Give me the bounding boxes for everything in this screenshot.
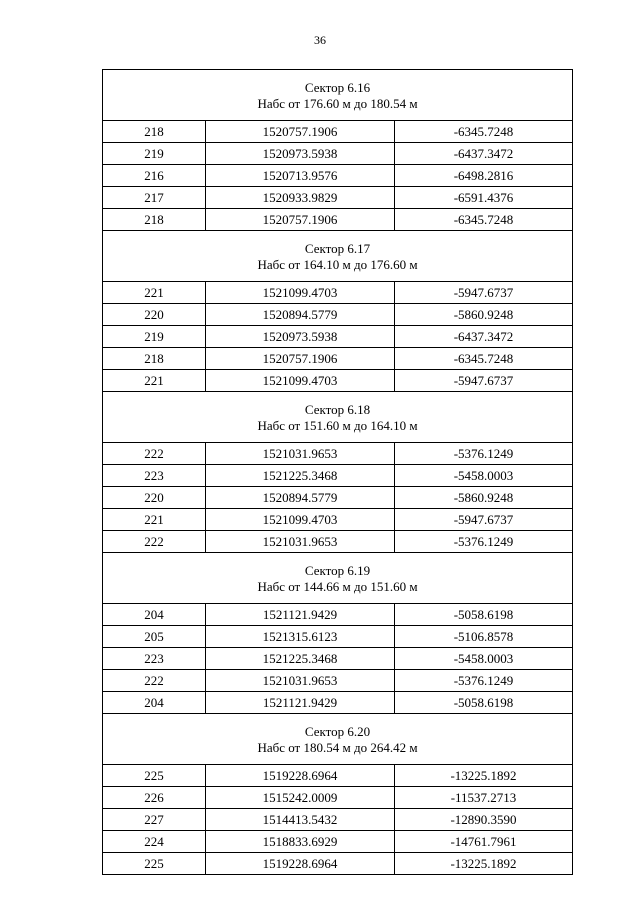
x-coordinate-cell: 1519228.6964 [206, 765, 395, 787]
y-coordinate-cell: -11537.2713 [395, 787, 573, 809]
point-number-cell: 222 [103, 531, 206, 553]
sector-height-range: Набс от 180.54 м до 264.42 м [257, 740, 418, 755]
table-row [103, 282, 573, 304]
point-number-cell: 219 [103, 326, 206, 348]
table-row [103, 465, 573, 487]
x-coordinate-cell: 1521031.9653 [206, 443, 395, 465]
point-number-cell: 204 [103, 604, 206, 626]
table-row [103, 853, 573, 875]
table-row [103, 670, 573, 692]
x-coordinate-cell: 1515242.0009 [206, 787, 395, 809]
y-coordinate-cell: -13225.1892 [395, 853, 573, 875]
point-number-cell: 225 [103, 853, 206, 875]
x-coordinate-cell: 1521121.9429 [206, 692, 395, 714]
x-coordinate-cell: 1520757.1906 [206, 209, 395, 231]
sector-header [103, 231, 573, 282]
y-coordinate-cell: -5947.6737 [395, 370, 573, 392]
point-number-cell: 222 [103, 670, 206, 692]
table-row [103, 443, 573, 465]
page-number: 36 [314, 33, 326, 47]
table-row [103, 348, 573, 370]
point-number-cell: 225 [103, 765, 206, 787]
point-number-cell: 218 [103, 209, 206, 231]
y-coordinate-cell: -5458.0003 [395, 648, 573, 670]
y-coordinate-cell: -13225.1892 [395, 765, 573, 787]
point-number-cell: 220 [103, 487, 206, 509]
x-coordinate-cell: 1521225.3468 [206, 465, 395, 487]
point-number-cell: 204 [103, 692, 206, 714]
sector-header [103, 553, 573, 604]
x-coordinate-cell: 1520973.5938 [206, 326, 395, 348]
x-coordinate-cell: 1521315.6123 [206, 626, 395, 648]
table-row [103, 165, 573, 187]
y-coordinate-cell: -6591.4376 [395, 187, 573, 209]
point-number-cell: 223 [103, 648, 206, 670]
table-row [103, 487, 573, 509]
x-coordinate-cell: 1521121.9429 [206, 604, 395, 626]
point-number-cell: 219 [103, 143, 206, 165]
x-coordinate-cell: 1520713.9576 [206, 165, 395, 187]
point-number-cell: 227 [103, 809, 206, 831]
y-coordinate-cell: -6345.7248 [395, 348, 573, 370]
point-number-cell: 226 [103, 787, 206, 809]
y-coordinate-cell: -5376.1249 [395, 443, 573, 465]
table-row [103, 326, 573, 348]
y-coordinate-cell: -6345.7248 [395, 209, 573, 231]
sector-header-row [103, 553, 573, 604]
sector-height-range: Набс от 176.60 м до 180.54 м [257, 96, 418, 111]
point-number-cell: 221 [103, 370, 206, 392]
table-body [103, 70, 573, 875]
sector-height-range: Набс от 151.60 м до 164.10 м [257, 418, 418, 433]
x-coordinate-cell: 1520757.1906 [206, 348, 395, 370]
point-number-cell: 216 [103, 165, 206, 187]
y-coordinate-cell: -5860.9248 [395, 487, 573, 509]
point-number-cell: 223 [103, 465, 206, 487]
table-row [103, 692, 573, 714]
point-number-cell: 221 [103, 509, 206, 531]
y-coordinate-cell: -5376.1249 [395, 531, 573, 553]
y-coordinate-cell: -14761.7961 [395, 831, 573, 853]
table-row [103, 787, 573, 809]
table-row [103, 121, 573, 143]
sector-header-row [103, 392, 573, 443]
y-coordinate-cell: -5947.6737 [395, 509, 573, 531]
sector-height-range: Набс от 164.10 м до 176.60 м [257, 257, 418, 272]
sector-header-row [103, 231, 573, 282]
point-number-cell: 220 [103, 304, 206, 326]
y-coordinate-cell: -6345.7248 [395, 121, 573, 143]
sector-header [103, 392, 573, 443]
y-coordinate-cell: -6498.2816 [395, 165, 573, 187]
sector-header [103, 70, 573, 121]
table-row [103, 370, 573, 392]
point-number-cell: 217 [103, 187, 206, 209]
x-coordinate-cell: 1514413.5432 [206, 809, 395, 831]
point-number-cell: 205 [103, 626, 206, 648]
x-coordinate-cell: 1521031.9653 [206, 531, 395, 553]
x-coordinate-cell: 1521099.4703 [206, 509, 395, 531]
y-coordinate-cell: -6437.3472 [395, 143, 573, 165]
y-coordinate-cell: -5106.8578 [395, 626, 573, 648]
table-row [103, 765, 573, 787]
x-coordinate-cell: 1518833.6929 [206, 831, 395, 853]
table-row [103, 809, 573, 831]
table-row [103, 604, 573, 626]
table-row [103, 831, 573, 853]
y-coordinate-cell: -5058.6198 [395, 692, 573, 714]
point-number-cell: 224 [103, 831, 206, 853]
table-row [103, 626, 573, 648]
sector-title: Сектор 6.19 [304, 563, 371, 578]
sector-header-row [103, 714, 573, 765]
table-row [103, 187, 573, 209]
x-coordinate-cell: 1520973.5938 [206, 143, 395, 165]
sector-title: Сектор 6.16 [304, 80, 371, 95]
x-coordinate-cell: 1520894.5779 [206, 487, 395, 509]
table-row [103, 304, 573, 326]
point-number-cell: 218 [103, 121, 206, 143]
x-coordinate-cell: 1521225.3468 [206, 648, 395, 670]
x-coordinate-cell: 1520933.9829 [206, 187, 395, 209]
y-coordinate-cell: -5458.0003 [395, 465, 573, 487]
point-number-cell: 218 [103, 348, 206, 370]
sector-height-range: Набс от 144.66 м до 151.60 м [257, 579, 418, 594]
x-coordinate-cell: 1519228.6964 [206, 853, 395, 875]
y-coordinate-cell: -12890.3590 [395, 809, 573, 831]
point-number-cell: 221 [103, 282, 206, 304]
table-row [103, 143, 573, 165]
sector-title: Сектор 6.17 [304, 241, 371, 256]
table-row [103, 509, 573, 531]
y-coordinate-cell: -6437.3472 [395, 326, 573, 348]
y-coordinate-cell: -5058.6198 [395, 604, 573, 626]
y-coordinate-cell: -5376.1249 [395, 670, 573, 692]
x-coordinate-cell: 1521099.4703 [206, 370, 395, 392]
sector-header [103, 714, 573, 765]
table-row [103, 209, 573, 231]
coordinates-table [102, 69, 573, 875]
sector-title: Сектор 6.20 [304, 724, 371, 739]
x-coordinate-cell: 1521031.9653 [206, 670, 395, 692]
table-row [103, 648, 573, 670]
x-coordinate-cell: 1520757.1906 [206, 121, 395, 143]
point-number-cell: 222 [103, 443, 206, 465]
x-coordinate-cell: 1520894.5779 [206, 304, 395, 326]
sector-title: Сектор 6.18 [304, 402, 371, 417]
sector-header-row [103, 70, 573, 121]
table-row [103, 531, 573, 553]
y-coordinate-cell: -5860.9248 [395, 304, 573, 326]
x-coordinate-cell: 1521099.4703 [206, 282, 395, 304]
y-coordinate-cell: -5947.6737 [395, 282, 573, 304]
